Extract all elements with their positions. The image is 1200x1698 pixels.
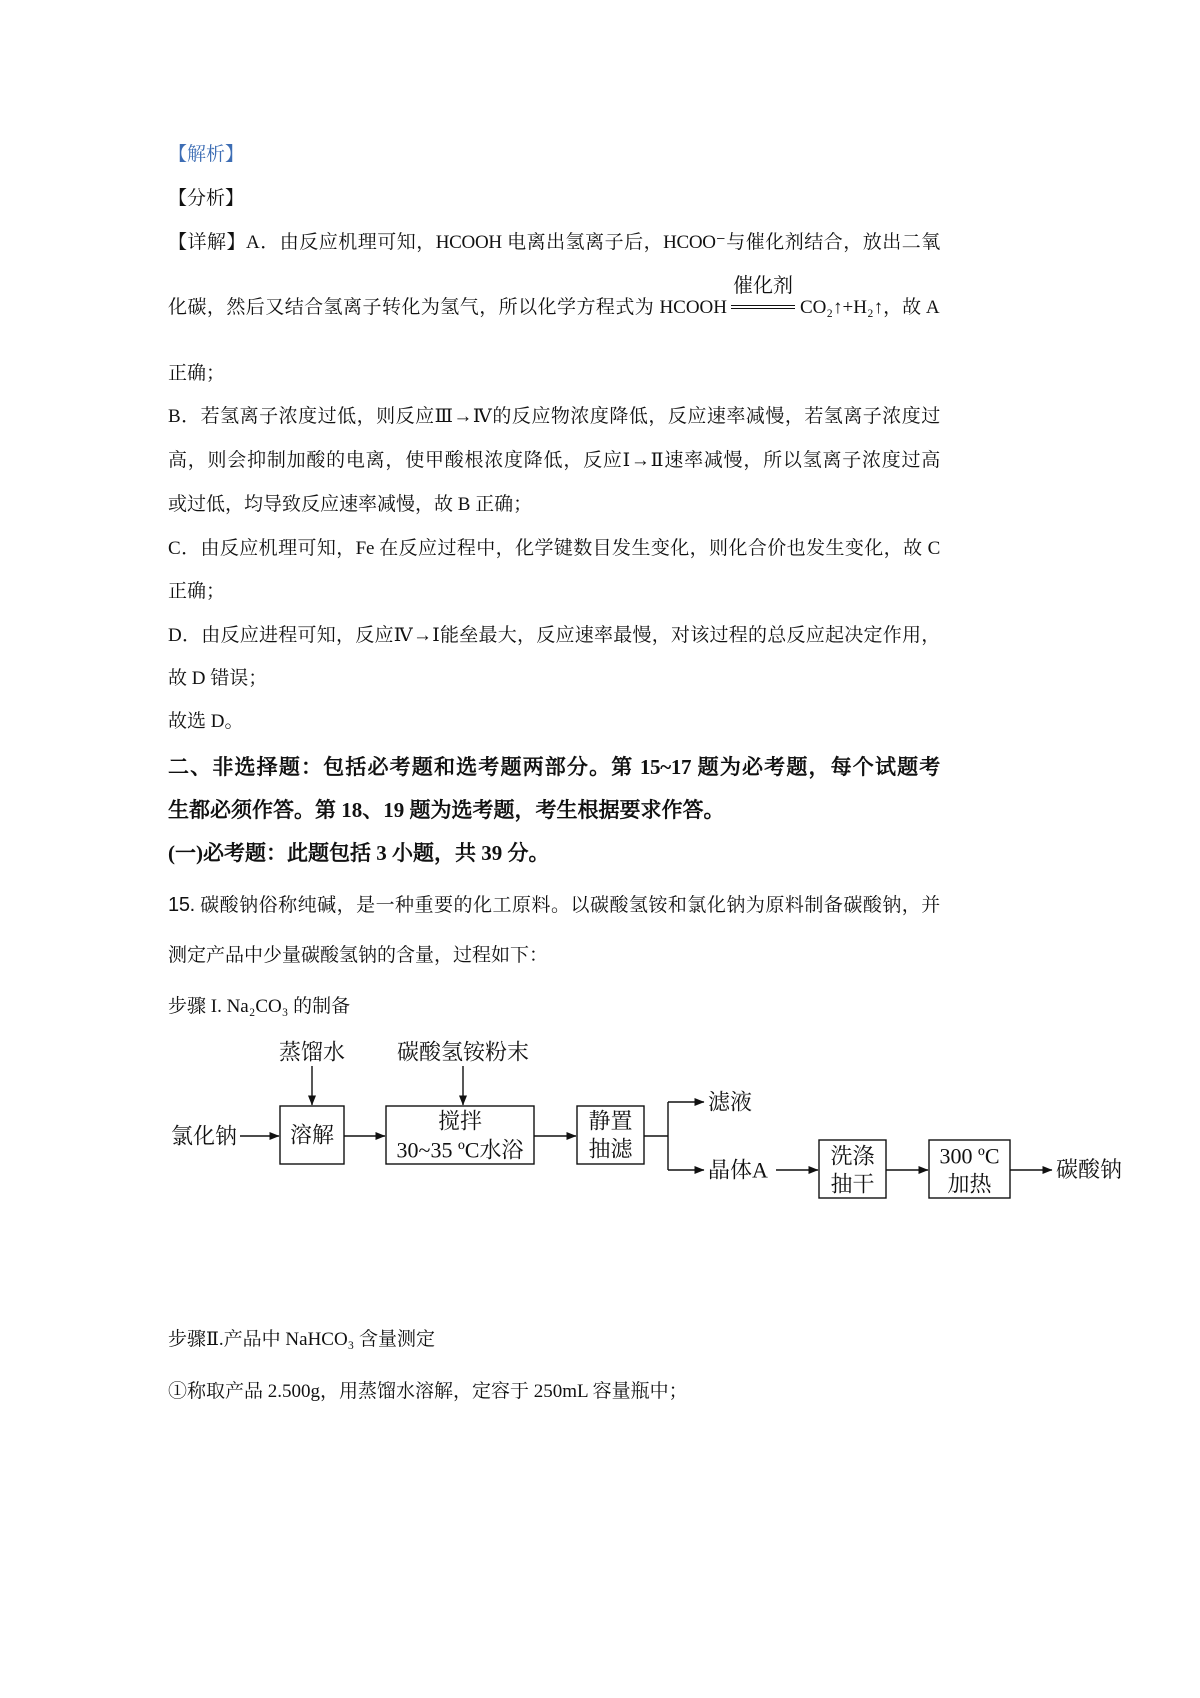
wash-label: 洗涤 <box>830 1143 875 1169</box>
heat-temperature-label: 300 ºC <box>939 1143 1000 1169</box>
step-2-item-1: ①称取产品 2.500g，用蒸馏水溶解，定容于 250mL 容量瓶中； <box>168 1381 688 1402</box>
crystal-a-label: 晶体A <box>708 1157 768 1183</box>
suction-dry-label: 抽干 <box>830 1171 875 1197</box>
question-15-line-1 <box>168 891 940 919</box>
stir-label: 搅拌 <box>437 1108 483 1134</box>
option-a-line-2-text: 化碳，然后又结合氢离子转化为氢气，所以化学方程式为 HCOOH <box>168 297 727 318</box>
settle-label: 静置 <box>588 1108 633 1134</box>
dissolve-label: 溶解 <box>289 1122 335 1148</box>
output-filtrate-label: 滤液 <box>708 1089 753 1115</box>
reaction-double-equals-sign <box>731 305 795 309</box>
required-questions-heading: (一)必考题：此题包括 3 小题，共 39 分。 <box>168 841 550 865</box>
option-b-line-1: B．若氢离子浓度过低，则反应Ⅲ→Ⅳ的反应物浓度降低，反应速率减慢，若氢离子浓度过 <box>168 406 940 427</box>
option-a-line-3: 正确； <box>168 363 226 384</box>
section-two-instruction-line-2: 生都必须作答。第 18、19 题为选考题，考生根据要求作答。 <box>168 798 725 822</box>
option-b-line-2: 高，则会抑制加酸的电离，使甲酸根浓度降低，反应Ⅰ→Ⅱ速率减慢，所以氢离子浓度过高 <box>168 450 940 471</box>
option-c-line-1: C．由反应机理可知，Fe 在反应过程中，化学键数目发生变化，则化合价也发生变化，故 C <box>168 538 940 559</box>
step-1-title: 步骤 I. Na₂CO₃ 的制备 <box>168 996 351 1017</box>
section-two-instruction-line-1: 二、非选择题：包括必考题和选考题两部分。第 15~17 题为必考题，每个试题考 <box>168 755 940 779</box>
input-ammonium-bicarbonate-label: 碳酸氢铵粉末 <box>396 1039 530 1065</box>
analysis-conclusion: 故选 D。 <box>168 711 244 732</box>
option-b-line-3: 或过低，均导致反应速率减慢，故 B 正确； <box>168 494 533 515</box>
analysis-subheading: 【分析】 <box>168 188 245 209</box>
option-d-line-1: D．由反应进程可知，反应Ⅳ→Ⅰ能垒最大，反应速率最慢，对该过程的总反应起决定作用， <box>168 625 940 646</box>
question-15-stem-line-1: 碳酸钠俗称纯碱，是一种重要的化工原料。以碳酸氢铵和氯化钠为原料制备碳酸钠，并 <box>200 895 940 916</box>
preparation-flow-diagram <box>0 1030 1200 1220</box>
option-d-line-2: 故 D 错误； <box>168 668 268 689</box>
step-2-title: 步骤Ⅱ.产品中 NaHCO₃ 含量测定 <box>168 1329 436 1350</box>
question-number: 15. <box>168 894 195 916</box>
output-product-label: 碳酸钠 <box>1056 1157 1123 1182</box>
question-15-stem-line-2: 测定产品中少量碳酸氢钠的含量，过程如下： <box>168 945 549 966</box>
option-c-line-2: 正确； <box>168 581 226 602</box>
option-a-line-1: 【详解】A．由反应机理可知，HCOOH 电离出氢离子后，HCOO⁻与催化剂结合，放出二氧 <box>168 232 940 253</box>
input-distilled-water-label: 蒸馏水 <box>278 1039 346 1065</box>
option-a-equation-line <box>168 275 940 322</box>
suction-filter-label: 抽滤 <box>588 1136 633 1162</box>
heat-label: 加热 <box>947 1171 992 1197</box>
option-a-equation-products: CO₂↑+H₂↑，故 A <box>800 297 940 318</box>
reaction-condition-catalyst: 催化剂 <box>733 275 793 297</box>
water-bath-label: 30~35 ºC水浴 <box>396 1137 524 1163</box>
input-sodium-chloride-label: 氯化钠 <box>170 1123 238 1149</box>
analysis-heading: 【解析】 <box>168 144 245 165</box>
